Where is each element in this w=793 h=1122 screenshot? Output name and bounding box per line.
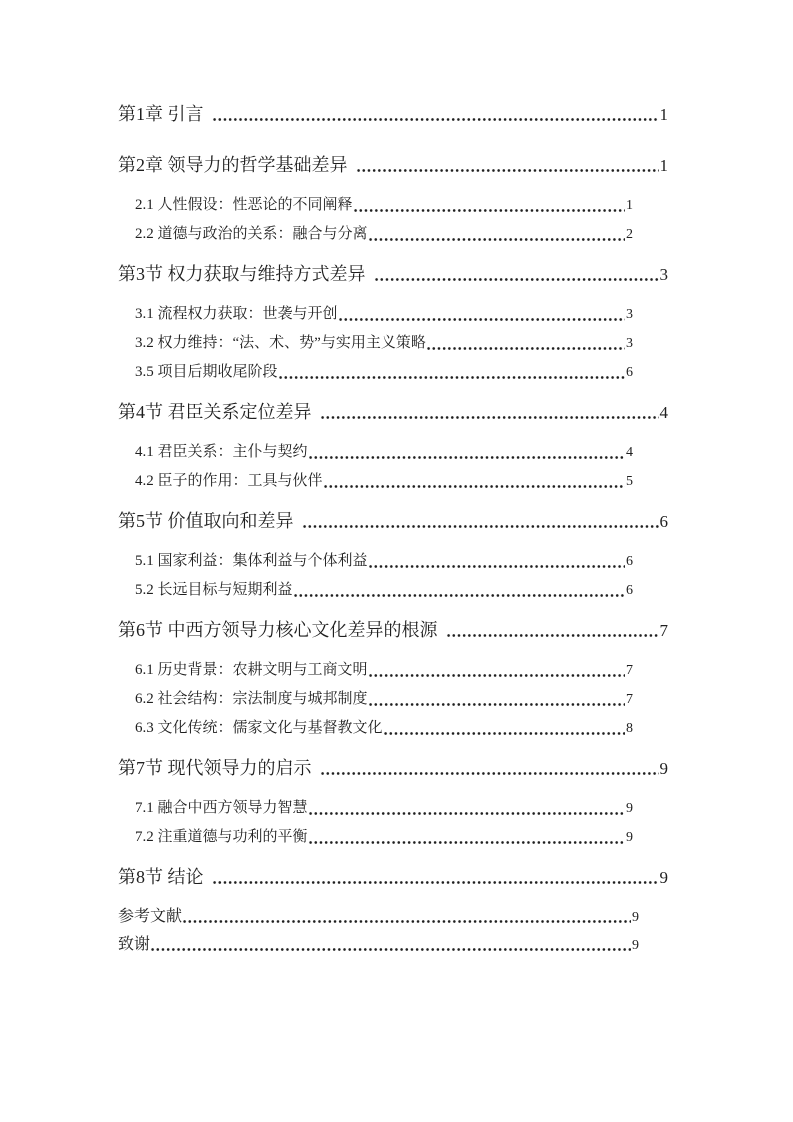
toc-entry bbox=[118, 931, 639, 959]
toc-leader-dots bbox=[182, 920, 631, 923]
toc-entry-label: 6.1 历史背景：农耕文明与工商文明 bbox=[135, 662, 368, 678]
toc-entry-label: 6.2 社会结构：宗法制度与城邦制度 bbox=[135, 691, 368, 707]
toc-page-number: 8 bbox=[626, 721, 633, 736]
toc-page-number: 7 bbox=[626, 692, 633, 707]
toc-page-number: 9 bbox=[659, 759, 668, 778]
toc-leader-dots bbox=[446, 634, 659, 637]
toc-page-number: 3 bbox=[626, 336, 633, 351]
toc-entry-label: 2.1 人性假设：性恶论的不同阐释 bbox=[135, 197, 353, 213]
toc-entry-label: 4.1 君臣关系：主仆与契约 bbox=[135, 444, 308, 460]
toc-leader-dots bbox=[353, 209, 625, 212]
toc-page-number: 4 bbox=[659, 403, 668, 422]
toc-leader-dots bbox=[374, 278, 659, 281]
toc-entry bbox=[135, 685, 633, 714]
toc-leader-dots bbox=[368, 565, 625, 568]
toc-entry-label: 3.2 权力维持：“法、术、势”与实用主义策略 bbox=[135, 335, 426, 351]
toc-leader-dots bbox=[150, 948, 631, 951]
toc-entry bbox=[135, 547, 633, 576]
toc-leader-dots bbox=[320, 772, 659, 775]
toc-page-number: 9 bbox=[632, 938, 639, 953]
toc-entry-label: 第1章 引言 bbox=[118, 104, 204, 124]
toc-entry bbox=[135, 576, 633, 605]
toc-leader-dots bbox=[323, 485, 625, 488]
toc-page-number: 9 bbox=[626, 801, 633, 816]
toc-leader-dots bbox=[212, 881, 659, 884]
toc-entry bbox=[118, 617, 668, 644]
toc-entry bbox=[118, 152, 668, 179]
toc-entry bbox=[118, 261, 668, 288]
toc-entry-label: 致谢 bbox=[118, 936, 151, 953]
toc-page-number: 3 bbox=[626, 307, 633, 322]
toc-entry-label: 第6节 中西方领导力核心文化差异的根源 bbox=[118, 620, 438, 640]
toc-leader-dots bbox=[368, 674, 625, 677]
toc-page-number: 9 bbox=[626, 830, 633, 845]
toc-leader-dots bbox=[368, 238, 625, 241]
toc-leader-dots bbox=[308, 841, 625, 844]
toc-entry bbox=[118, 903, 639, 931]
toc-entry bbox=[118, 101, 668, 128]
toc-leader-dots bbox=[302, 525, 659, 528]
toc-page-number: 7 bbox=[659, 621, 668, 640]
toc-entry-label: 5.1 国家利益：集体利益与个体利益 bbox=[135, 553, 368, 569]
toc-page-number: 3 bbox=[659, 265, 668, 284]
toc-entry bbox=[118, 864, 668, 891]
toc-entry-label: 第3节 权力获取与维持方式差异 bbox=[118, 264, 366, 284]
toc-entry bbox=[135, 656, 633, 685]
toc-entry bbox=[135, 438, 633, 467]
toc-entry bbox=[135, 714, 633, 743]
toc-entry bbox=[135, 467, 633, 496]
toc-entry-label: 5.2 长远目标与短期利益 bbox=[135, 582, 293, 598]
toc-entry-label: 3.5 项目后期收尾阶段 bbox=[135, 364, 278, 380]
toc-page-number: 1 bbox=[659, 105, 668, 124]
toc-leader-dots bbox=[383, 732, 625, 735]
toc-entry bbox=[118, 755, 668, 782]
toc-leader-dots bbox=[338, 318, 625, 321]
toc-leader-dots bbox=[293, 594, 625, 597]
toc-page-number: 4 bbox=[626, 445, 633, 460]
toc-entry bbox=[135, 358, 633, 387]
toc-entry-label: 6.3 文化传统：儒家文化与基督教文化 bbox=[135, 720, 383, 736]
toc-page-number: 6 bbox=[626, 365, 633, 380]
toc-entry bbox=[135, 794, 633, 823]
toc-leader-dots bbox=[320, 416, 659, 419]
toc-entry-label: 第8节 结论 bbox=[118, 867, 204, 887]
toc-page-number: 6 bbox=[659, 512, 668, 531]
toc-page-number: 1 bbox=[659, 156, 668, 175]
toc-entry-label: 第7节 现代领导力的启示 bbox=[118, 758, 312, 778]
toc-entry bbox=[118, 399, 668, 426]
toc-page-number: 6 bbox=[626, 583, 633, 598]
toc-entry-label: 2.2 道德与政治的关系：融合与分离 bbox=[135, 226, 368, 242]
toc-page-number: 1 bbox=[626, 198, 633, 213]
toc-entry bbox=[135, 823, 633, 852]
toc-entry bbox=[135, 191, 633, 220]
toc-leader-dots bbox=[356, 169, 659, 172]
toc-page-number: 6 bbox=[626, 554, 633, 569]
toc-entry-label: 3.1 流程权力获取：世袭与开创 bbox=[135, 306, 338, 322]
toc-leader-dots bbox=[308, 812, 625, 815]
toc-leader-dots bbox=[278, 376, 625, 379]
toc-entry bbox=[135, 220, 633, 249]
toc-entry-label: 第4节 君臣关系定位差异 bbox=[118, 402, 312, 422]
toc-entry-label: 7.1 融合中西方领导力智慧 bbox=[135, 800, 308, 816]
toc-page-number: 9 bbox=[632, 910, 639, 925]
toc-leader-dots bbox=[426, 347, 625, 350]
toc-entry-label: 7.2 注重道德与功利的平衡 bbox=[135, 829, 308, 845]
toc-entry bbox=[135, 329, 633, 358]
toc-entry-label: 4.2 臣子的作用：工具与伙伴 bbox=[135, 473, 323, 489]
toc-entry bbox=[135, 300, 633, 329]
toc-page-number: 7 bbox=[626, 663, 633, 678]
toc-leader-dots bbox=[368, 703, 625, 706]
toc-entry-label: 第2章 领导力的哲学基础差异 bbox=[118, 155, 348, 175]
toc-entry-label: 参考文献 bbox=[118, 908, 183, 925]
toc-page-number: 9 bbox=[659, 868, 668, 887]
toc-leader-dots bbox=[308, 456, 625, 459]
toc-entry bbox=[118, 508, 668, 535]
toc-entry-label: 第5节 价值取向和差异 bbox=[118, 511, 294, 531]
toc-page-number: 2 bbox=[626, 227, 633, 242]
toc-page-number: 5 bbox=[626, 474, 633, 489]
toc-leader-dots bbox=[212, 118, 659, 121]
